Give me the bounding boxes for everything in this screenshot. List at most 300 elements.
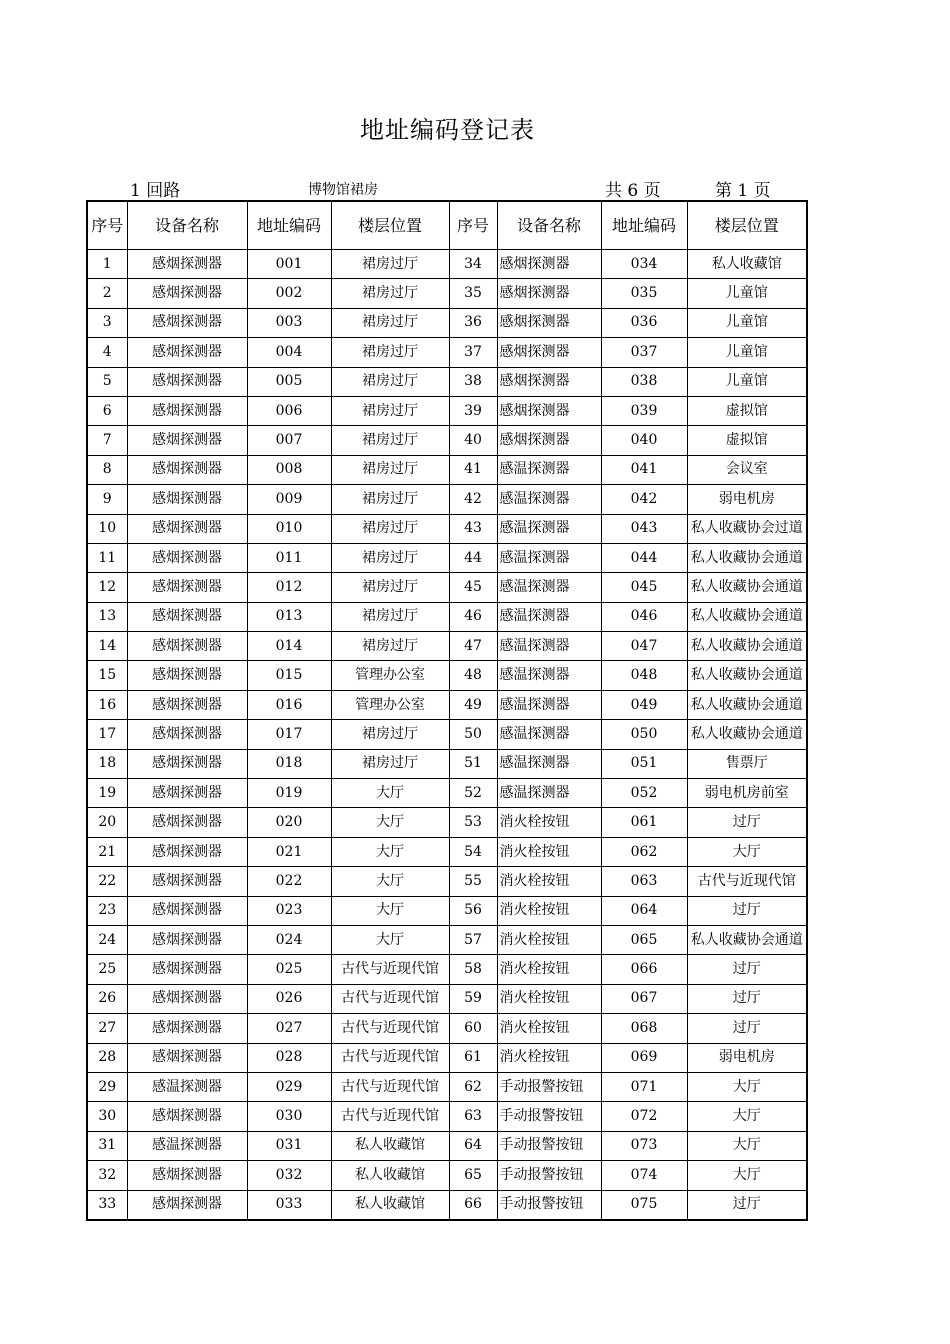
cell-device: 感温探测器 <box>497 485 601 514</box>
cell-seq: 38 <box>449 367 497 396</box>
cell-device: 感烟探测器 <box>127 808 247 837</box>
cell-seq: 2 <box>87 279 127 308</box>
cell-seq: 17 <box>87 720 127 749</box>
cell-code: 061 <box>601 808 687 837</box>
cell-device: 感烟探测器 <box>127 602 247 631</box>
building-label: 博物馆裙房 <box>308 182 378 198</box>
cell-device: 感烟探测器 <box>127 749 247 778</box>
table-row <box>87 1102 807 1131</box>
table-row <box>87 837 807 866</box>
cell-seq: 3 <box>87 308 127 337</box>
cell-code: 048 <box>601 661 687 690</box>
cell-seq: 26 <box>87 984 127 1013</box>
cell-floor: 过厅 <box>687 1014 807 1043</box>
cell-floor: 过厅 <box>687 955 807 984</box>
cell-floor: 古代与近现代馆 <box>331 1102 449 1131</box>
cell-floor: 私人收藏馆 <box>331 1161 449 1190</box>
cell-code: 040 <box>601 426 687 455</box>
cell-code: 019 <box>247 779 331 808</box>
cell-seq: 9 <box>87 485 127 514</box>
table-row <box>87 455 807 484</box>
cell-seq: 5 <box>87 367 127 396</box>
cell-device: 感烟探测器 <box>497 308 601 337</box>
cell-code: 009 <box>247 485 331 514</box>
table-row <box>87 808 807 837</box>
cell-floor: 私人收藏协会通道 <box>687 602 807 631</box>
cell-device: 感烟探测器 <box>127 1043 247 1072</box>
cell-floor: 管理办公室 <box>331 661 449 690</box>
cell-seq: 48 <box>449 661 497 690</box>
loop-label: 1 回路 <box>130 181 181 201</box>
cell-floor: 私人收藏协会通道 <box>687 661 807 690</box>
cell-floor: 古代与近现代馆 <box>331 1072 449 1101</box>
cell-device: 感烟探测器 <box>127 573 247 602</box>
cell-code: 011 <box>247 543 331 572</box>
cell-device: 感烟探测器 <box>127 485 247 514</box>
cell-code: 074 <box>601 1161 687 1190</box>
cell-floor: 私人收藏协会通道 <box>687 573 807 602</box>
cell-device: 感烟探测器 <box>127 543 247 572</box>
cell-seq: 25 <box>87 955 127 984</box>
cell-device: 感烟探测器 <box>127 1014 247 1043</box>
cell-floor: 过厅 <box>687 896 807 925</box>
cell-device: 感烟探测器 <box>497 338 601 367</box>
cell-floor: 大厅 <box>687 1102 807 1131</box>
cell-floor: 大厅 <box>331 779 449 808</box>
cell-floor: 大厅 <box>331 837 449 866</box>
table-row <box>87 602 807 631</box>
cell-code: 065 <box>601 925 687 954</box>
cell-floor: 裙房过厅 <box>331 367 449 396</box>
cell-floor: 私人收藏协会通道 <box>687 632 807 661</box>
cell-code: 035 <box>601 279 687 308</box>
cell-code: 015 <box>247 661 331 690</box>
table-row <box>87 779 807 808</box>
cell-seq: 59 <box>449 984 497 1013</box>
cell-floor: 售票厅 <box>687 749 807 778</box>
cell-code: 024 <box>247 925 331 954</box>
cell-code: 073 <box>601 1131 687 1160</box>
cell-seq: 56 <box>449 896 497 925</box>
cell-floor: 古代与近现代馆 <box>331 984 449 1013</box>
column-header-seq: 序号 <box>87 201 127 250</box>
cell-device: 手动报警按钮 <box>497 1072 601 1101</box>
cell-seq: 66 <box>449 1190 497 1220</box>
column-header-device: 设备名称 <box>497 201 601 250</box>
cell-floor: 裙房过厅 <box>331 338 449 367</box>
cell-code: 034 <box>601 250 687 279</box>
cell-seq: 7 <box>87 426 127 455</box>
cell-seq: 19 <box>87 779 127 808</box>
cell-seq: 55 <box>449 867 497 896</box>
cell-code: 042 <box>601 485 687 514</box>
cell-device: 感烟探测器 <box>127 896 247 925</box>
cell-code: 036 <box>601 308 687 337</box>
cell-seq: 6 <box>87 396 127 425</box>
cell-device: 感温探测器 <box>497 779 601 808</box>
cell-device: 感烟探测器 <box>497 367 601 396</box>
cell-seq: 41 <box>449 455 497 484</box>
cell-floor: 古代与近现代馆 <box>687 867 807 896</box>
cell-device: 感烟探测器 <box>127 720 247 749</box>
cell-device: 感烟探测器 <box>127 367 247 396</box>
page-number-label: 第 1 页 <box>715 181 771 201</box>
table-header-row <box>87 201 807 250</box>
cell-floor: 私人收藏协会通道 <box>687 925 807 954</box>
cell-seq: 64 <box>449 1131 497 1160</box>
table-row <box>87 925 807 954</box>
cell-seq: 29 <box>87 1072 127 1101</box>
table-row <box>87 250 807 279</box>
cell-floor: 弱电机房前室 <box>687 779 807 808</box>
cell-seq: 32 <box>87 1161 127 1190</box>
column-header-floor: 楼层位置 <box>331 201 449 250</box>
cell-seq: 62 <box>449 1072 497 1101</box>
cell-device: 手动报警按钮 <box>497 1102 601 1131</box>
cell-code: 069 <box>601 1043 687 1072</box>
cell-code: 029 <box>247 1072 331 1101</box>
cell-floor: 过厅 <box>687 808 807 837</box>
cell-code: 005 <box>247 367 331 396</box>
cell-code: 037 <box>601 338 687 367</box>
cell-code: 071 <box>601 1072 687 1101</box>
cell-code: 004 <box>247 338 331 367</box>
table-row <box>87 984 807 1013</box>
cell-seq: 34 <box>449 250 497 279</box>
cell-code: 018 <box>247 749 331 778</box>
table-row <box>87 955 807 984</box>
cell-floor: 大厅 <box>687 837 807 866</box>
cell-code: 022 <box>247 867 331 896</box>
cell-floor: 裙房过厅 <box>331 485 449 514</box>
cell-code: 051 <box>601 749 687 778</box>
cell-device: 感烟探测器 <box>127 250 247 279</box>
cell-floor: 裙房过厅 <box>331 632 449 661</box>
cell-floor: 裙房过厅 <box>331 749 449 778</box>
cell-floor: 虚拟馆 <box>687 396 807 425</box>
cell-code: 064 <box>601 896 687 925</box>
cell-seq: 33 <box>87 1190 127 1220</box>
cell-floor: 过厅 <box>687 984 807 1013</box>
cell-device: 感温探测器 <box>497 632 601 661</box>
cell-code: 014 <box>247 632 331 661</box>
register-table <box>86 200 808 1221</box>
cell-code: 067 <box>601 984 687 1013</box>
table-row <box>87 426 807 455</box>
cell-floor: 弱电机房 <box>687 485 807 514</box>
cell-code: 023 <box>247 896 331 925</box>
cell-device: 感烟探测器 <box>127 338 247 367</box>
cell-floor: 私人收藏馆 <box>331 1131 449 1160</box>
cell-floor: 裙房过厅 <box>331 514 449 543</box>
cell-floor: 裙房过厅 <box>331 573 449 602</box>
cell-seq: 4 <box>87 338 127 367</box>
cell-device: 消火栓按钮 <box>497 896 601 925</box>
cell-device: 感温探测器 <box>497 690 601 719</box>
cell-code: 072 <box>601 1102 687 1131</box>
cell-seq: 20 <box>87 808 127 837</box>
cell-floor: 大厅 <box>331 808 449 837</box>
table-row <box>87 1190 807 1220</box>
cell-seq: 13 <box>87 602 127 631</box>
cell-device: 消火栓按钮 <box>497 984 601 1013</box>
cell-floor: 大厅 <box>687 1161 807 1190</box>
cell-code: 010 <box>247 514 331 543</box>
cell-seq: 1 <box>87 250 127 279</box>
cell-device: 感烟探测器 <box>127 955 247 984</box>
cell-code: 047 <box>601 632 687 661</box>
table-row <box>87 543 807 572</box>
cell-code: 006 <box>247 396 331 425</box>
cell-floor: 私人收藏协会通道 <box>687 720 807 749</box>
column-header-seq: 序号 <box>449 201 497 250</box>
column-header-device: 设备名称 <box>127 201 247 250</box>
cell-device: 感烟探测器 <box>127 308 247 337</box>
table-row <box>87 1043 807 1072</box>
cell-floor: 大厅 <box>687 1072 807 1101</box>
cell-device: 消火栓按钮 <box>497 925 601 954</box>
cell-code: 062 <box>601 837 687 866</box>
cell-floor: 弱电机房 <box>687 1043 807 1072</box>
cell-floor: 儿童馆 <box>687 308 807 337</box>
cell-device: 感烟探测器 <box>127 779 247 808</box>
cell-device: 感烟探测器 <box>127 514 247 543</box>
cell-seq: 8 <box>87 455 127 484</box>
cell-code: 012 <box>247 573 331 602</box>
cell-device: 感烟探测器 <box>127 690 247 719</box>
table-row <box>87 485 807 514</box>
cell-device: 感烟探测器 <box>127 1190 247 1220</box>
cell-seq: 24 <box>87 925 127 954</box>
cell-device: 感烟探测器 <box>127 867 247 896</box>
total-pages-label: 共 6 页 <box>605 181 661 201</box>
table-row <box>87 661 807 690</box>
cell-device: 手动报警按钮 <box>497 1161 601 1190</box>
cell-device: 感烟探测器 <box>497 426 601 455</box>
cell-code: 046 <box>601 602 687 631</box>
cell-seq: 43 <box>449 514 497 543</box>
cell-device: 手动报警按钮 <box>497 1131 601 1160</box>
cell-code: 001 <box>247 250 331 279</box>
cell-seq: 51 <box>449 749 497 778</box>
cell-device: 感温探测器 <box>127 1072 247 1101</box>
cell-code: 044 <box>601 543 687 572</box>
cell-device: 感烟探测器 <box>127 396 247 425</box>
cell-code: 016 <box>247 690 331 719</box>
cell-device: 感烟探测器 <box>127 426 247 455</box>
cell-seq: 36 <box>449 308 497 337</box>
cell-floor: 大厅 <box>331 867 449 896</box>
cell-seq: 30 <box>87 1102 127 1131</box>
cell-seq: 21 <box>87 837 127 866</box>
cell-seq: 54 <box>449 837 497 866</box>
table-row <box>87 632 807 661</box>
cell-floor: 儿童馆 <box>687 367 807 396</box>
table-row <box>87 396 807 425</box>
cell-seq: 58 <box>449 955 497 984</box>
cell-code: 045 <box>601 573 687 602</box>
cell-code: 013 <box>247 602 331 631</box>
cell-floor: 裙房过厅 <box>331 543 449 572</box>
cell-device: 消火栓按钮 <box>497 867 601 896</box>
cell-code: 049 <box>601 690 687 719</box>
cell-device: 感烟探测器 <box>127 925 247 954</box>
cell-code: 031 <box>247 1131 331 1160</box>
page-title: 地址编码登记表 <box>360 116 535 144</box>
cell-floor: 裙房过厅 <box>331 720 449 749</box>
cell-device: 感烟探测器 <box>497 279 601 308</box>
table-row <box>87 1161 807 1190</box>
column-header-floor: 楼层位置 <box>687 201 807 250</box>
cell-device: 感烟探测器 <box>127 455 247 484</box>
cell-seq: 16 <box>87 690 127 719</box>
cell-seq: 53 <box>449 808 497 837</box>
cell-floor: 古代与近现代馆 <box>331 1043 449 1072</box>
table-row <box>87 367 807 396</box>
cell-seq: 63 <box>449 1102 497 1131</box>
cell-code: 033 <box>247 1190 331 1220</box>
cell-device: 感温探测器 <box>497 602 601 631</box>
table-row <box>87 896 807 925</box>
cell-seq: 31 <box>87 1131 127 1160</box>
cell-seq: 27 <box>87 1014 127 1043</box>
cell-device: 感烟探测器 <box>127 632 247 661</box>
cell-floor: 裙房过厅 <box>331 250 449 279</box>
cell-seq: 37 <box>449 338 497 367</box>
table-row <box>87 279 807 308</box>
cell-seq: 46 <box>449 602 497 631</box>
cell-code: 041 <box>601 455 687 484</box>
cell-seq: 47 <box>449 632 497 661</box>
cell-device: 感温探测器 <box>497 543 601 572</box>
cell-device: 感烟探测器 <box>127 279 247 308</box>
cell-code: 038 <box>601 367 687 396</box>
table-row <box>87 1014 807 1043</box>
table-row <box>87 720 807 749</box>
cell-seq: 42 <box>449 485 497 514</box>
cell-seq: 61 <box>449 1043 497 1072</box>
cell-code: 063 <box>601 867 687 896</box>
cell-seq: 11 <box>87 543 127 572</box>
cell-code: 050 <box>601 720 687 749</box>
table-row <box>87 338 807 367</box>
column-header-code: 地址编码 <box>601 201 687 250</box>
table-row <box>87 690 807 719</box>
cell-device: 感温探测器 <box>497 573 601 602</box>
cell-seq: 60 <box>449 1014 497 1043</box>
cell-device: 消火栓按钮 <box>497 837 601 866</box>
cell-floor: 私人收藏协会通道 <box>687 690 807 719</box>
cell-floor: 私人收藏协会过道 <box>687 514 807 543</box>
table-row <box>87 749 807 778</box>
cell-device: 消火栓按钮 <box>497 955 601 984</box>
cell-device: 消火栓按钮 <box>497 1014 601 1043</box>
cell-code: 007 <box>247 426 331 455</box>
cell-device: 感烟探测器 <box>127 1102 247 1131</box>
cell-floor: 过厅 <box>687 1190 807 1220</box>
cell-floor: 裙房过厅 <box>331 279 449 308</box>
cell-code: 002 <box>247 279 331 308</box>
cell-code: 052 <box>601 779 687 808</box>
cell-seq: 57 <box>449 925 497 954</box>
column-header-code: 地址编码 <box>247 201 331 250</box>
cell-floor: 私人收藏馆 <box>331 1190 449 1220</box>
cell-seq: 23 <box>87 896 127 925</box>
cell-device: 感烟探测器 <box>497 250 601 279</box>
cell-floor: 大厅 <box>331 925 449 954</box>
cell-floor: 大厅 <box>687 1131 807 1160</box>
cell-seq: 18 <box>87 749 127 778</box>
cell-floor: 大厅 <box>331 896 449 925</box>
cell-seq: 40 <box>449 426 497 455</box>
cell-floor: 裙房过厅 <box>331 455 449 484</box>
cell-seq: 12 <box>87 573 127 602</box>
cell-code: 028 <box>247 1043 331 1072</box>
cell-floor: 儿童馆 <box>687 338 807 367</box>
cell-code: 043 <box>601 514 687 543</box>
cell-code: 017 <box>247 720 331 749</box>
cell-device: 感烟探测器 <box>127 837 247 866</box>
cell-floor: 私人收藏协会通道 <box>687 543 807 572</box>
cell-code: 026 <box>247 984 331 1013</box>
cell-code: 021 <box>247 837 331 866</box>
cell-code: 020 <box>247 808 331 837</box>
cell-code: 003 <box>247 308 331 337</box>
cell-device: 感温探测器 <box>497 749 601 778</box>
cell-floor: 古代与近现代馆 <box>331 1014 449 1043</box>
cell-device: 感温探测器 <box>497 661 601 690</box>
cell-device: 感烟探测器 <box>127 984 247 1013</box>
cell-seq: 35 <box>449 279 497 308</box>
cell-floor: 儿童馆 <box>687 279 807 308</box>
cell-floor: 裙房过厅 <box>331 602 449 631</box>
cell-code: 075 <box>601 1190 687 1220</box>
cell-device: 感温探测器 <box>127 1131 247 1160</box>
table-row <box>87 1131 807 1160</box>
cell-code: 030 <box>247 1102 331 1131</box>
cell-seq: 65 <box>449 1161 497 1190</box>
cell-seq: 10 <box>87 514 127 543</box>
cell-device: 手动报警按钮 <box>497 1190 601 1220</box>
cell-floor: 虚拟馆 <box>687 426 807 455</box>
cell-code: 008 <box>247 455 331 484</box>
cell-seq: 39 <box>449 396 497 425</box>
cell-seq: 14 <box>87 632 127 661</box>
cell-floor: 私人收藏馆 <box>687 250 807 279</box>
table-row <box>87 514 807 543</box>
cell-device: 消火栓按钮 <box>497 808 601 837</box>
table-row <box>87 573 807 602</box>
cell-floor: 会议室 <box>687 455 807 484</box>
cell-floor: 管理办公室 <box>331 690 449 719</box>
cell-seq: 28 <box>87 1043 127 1072</box>
table-row <box>87 867 807 896</box>
cell-code: 039 <box>601 396 687 425</box>
cell-code: 032 <box>247 1161 331 1190</box>
cell-seq: 45 <box>449 573 497 602</box>
table-row <box>87 1072 807 1101</box>
cell-code: 068 <box>601 1014 687 1043</box>
cell-floor: 裙房过厅 <box>331 396 449 425</box>
cell-seq: 22 <box>87 867 127 896</box>
cell-device: 感烟探测器 <box>127 1161 247 1190</box>
cell-floor: 裙房过厅 <box>331 308 449 337</box>
cell-floor: 裙房过厅 <box>331 426 449 455</box>
cell-code: 027 <box>247 1014 331 1043</box>
cell-seq: 52 <box>449 779 497 808</box>
cell-seq: 49 <box>449 690 497 719</box>
cell-device: 感烟探测器 <box>127 661 247 690</box>
